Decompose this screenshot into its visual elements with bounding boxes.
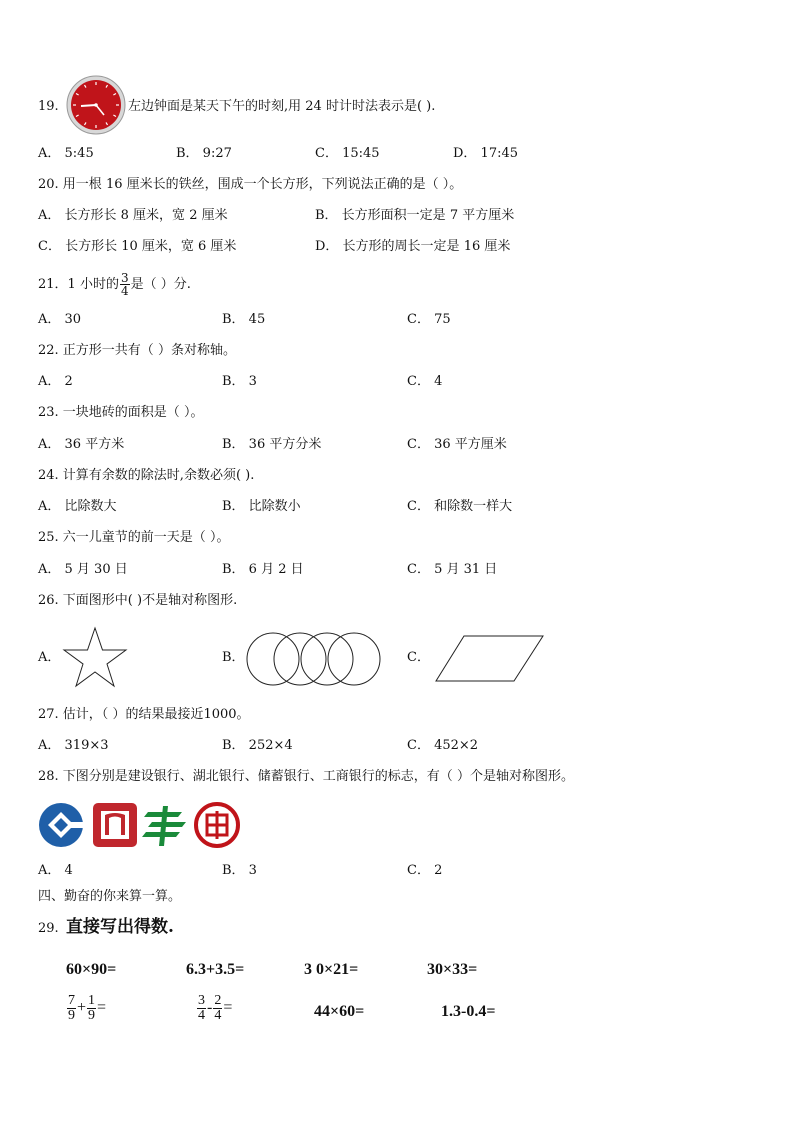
q29-number: 29. (38, 921, 59, 936)
q22-option-b[interactable]: B． 3 (222, 374, 257, 389)
calc-item-1: 60×90= (66, 961, 117, 978)
q28-option-c[interactable]: C． 2 (407, 863, 443, 878)
q19-option-d[interactable]: D． 17:45 (453, 146, 519, 161)
calc-fraction-1: $\frac{7}{9}$ + $\frac{1}{9}$ = (68, 993, 107, 1023)
q25-option-c[interactable]: C． 5 月 31 日 (407, 562, 498, 577)
q22-option-c[interactable]: C． 4 (407, 374, 443, 389)
q20-option-c[interactable]: C． 长方形长 10 厘米，宽 6 厘米 (38, 239, 237, 254)
q28-option-a[interactable]: A． 4 (38, 863, 73, 878)
q26-question: 26. 下面图形中( )不是轴对称图形. (38, 593, 238, 608)
q27-option-b[interactable]: B． 252×4 (222, 738, 293, 753)
q23-option-c[interactable]: C． 36 平方厘米 (407, 437, 507, 452)
q24-option-a[interactable]: A． 比除数大 (38, 499, 117, 514)
q19-option-b[interactable]: B． 9:27 (176, 146, 232, 161)
q21-fraction: $\frac{3}{4}$ (120, 271, 129, 298)
q21-suffix: 是（ ）分. (130, 277, 191, 292)
calc-item-4: 30×33= (427, 961, 478, 978)
q19-option-a[interactable]: A． 5:45 (38, 146, 94, 161)
calc-fraction-2: $\frac{3}{4}$ - $\frac{2}{4}$ = (198, 993, 233, 1023)
calc-item-5: 44×60= (314, 1003, 365, 1020)
q27-option-c[interactable]: C． 452×2 (407, 738, 479, 753)
q27-option-a[interactable]: A． 319×3 (38, 738, 109, 753)
q28-question: 28. 下图分别是建设银行、湖北银行、储蓄银行、工商银行的标志，有（ ）个是轴对称图形。 (38, 769, 574, 784)
q24-option-c[interactable]: C． 和除数一样大 (407, 499, 513, 514)
clock-face-image (66, 75, 126, 135)
hubei-bank-logo (92, 802, 138, 848)
q20-option-b[interactable]: B． 长方形面积一定是 7 平方厘米 (315, 208, 515, 223)
q21-option-a[interactable]: A． 30 (38, 312, 82, 327)
q21-question (38, 272, 191, 297)
icbc-logo (194, 802, 240, 848)
q26-option-b[interactable]: B． (222, 650, 245, 665)
q24-question: 24. 计算有余数的除法时,余数必须( ). (38, 468, 255, 483)
q21-prefix: 21．1 小时的 (38, 277, 119, 292)
calc-item-6: 1.3-0.4= (441, 1003, 496, 1020)
q26-option-c[interactable]: C． (407, 650, 430, 665)
ccb-logo (38, 802, 84, 848)
star-shape-image (62, 626, 128, 688)
q23-option-a[interactable]: A． 36 平方米 (38, 437, 125, 452)
q26-option-a[interactable]: A． (38, 650, 61, 665)
postal-savings-logo (142, 802, 188, 848)
q23-question: 23. 一块地砖的面积是（ ）。 (38, 405, 204, 420)
q24-option-b[interactable]: B． 比除数小 (222, 499, 301, 514)
q19-option-c[interactable]: C． 15:45 (315, 146, 380, 161)
calc-item-2: 6.3+3.5= (186, 961, 245, 978)
q29-title: 直接写出得数. (66, 917, 174, 937)
q25-option-a[interactable]: A． 5 月 30 日 (38, 562, 128, 577)
four-circles-image (244, 632, 384, 686)
q27-question: 27. 估计，（ ）的结果最接近1000。 (38, 707, 250, 722)
q19-question: 左边钟面是某天下午的时刻,用 24 时计时法表示是( ). (128, 99, 436, 114)
q23-option-b[interactable]: B． 36 平方分米 (222, 437, 322, 452)
q22-option-a[interactable]: A． 2 (38, 374, 73, 389)
q25-question: 25. 六一儿童节的前一天是（ ）。 (38, 530, 230, 545)
q25-option-b[interactable]: B． 6 月 2 日 (222, 562, 304, 577)
q22-question: 22. 正方形一共有（ ）条对称轴。 (38, 343, 236, 358)
q20-question: 20. 用一根 16 厘米长的铁丝，围成一个长方形，下列说法正确的是（ ）。 (38, 177, 463, 192)
calc-item-3: 3 0×21= (304, 961, 359, 978)
q19-number: 19. (38, 99, 59, 114)
q20-option-a[interactable]: A． 长方形长 8 厘米，宽 2 厘米 (38, 208, 228, 223)
section4-title: 四、勤奋的你来算一算。 (38, 889, 182, 904)
q20-option-d[interactable]: D． 长方形的周长一定是 16 厘米 (315, 239, 511, 254)
q21-option-b[interactable]: B． 45 (222, 312, 266, 327)
q28-option-b[interactable]: B． 3 (222, 863, 257, 878)
parallelogram-image (434, 634, 546, 684)
q21-option-c[interactable]: C． 75 (407, 312, 451, 327)
